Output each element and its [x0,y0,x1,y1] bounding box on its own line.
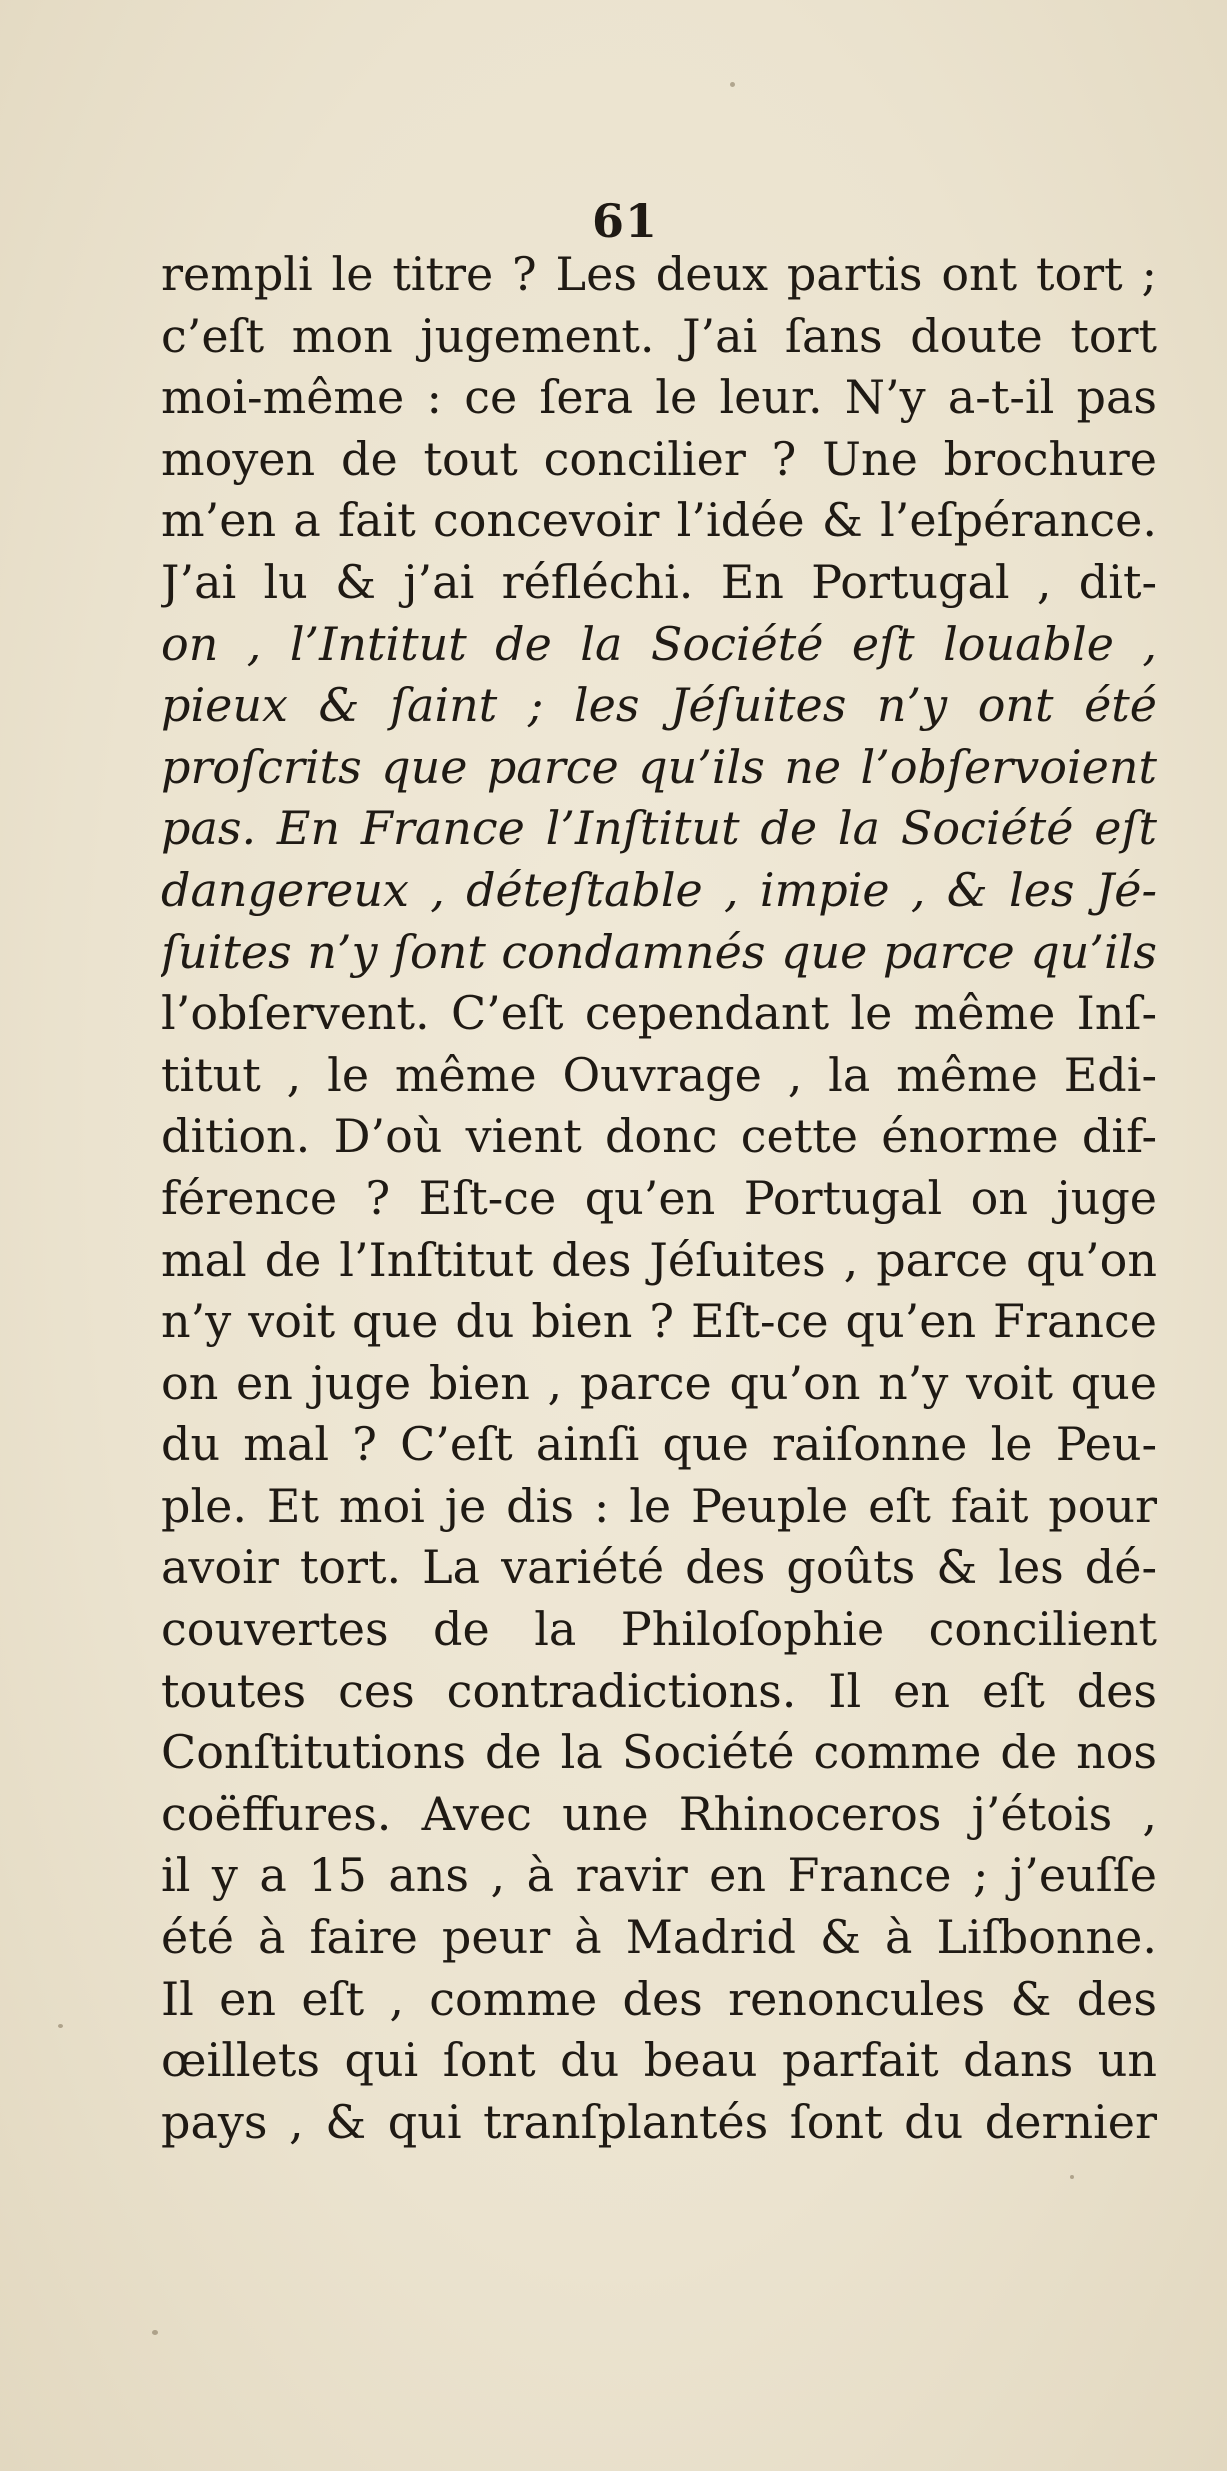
text-line: rempli le titre ? Les deux partis ont tort ; [161,247,1157,301]
ink-speck [152,2330,158,2335]
text-line: mal de l’Inſtitut des Jéſuites , parce qu’on [161,1232,1157,1287]
text-line: on en juge bien , parce qu’on n’y voit que [161,1355,1157,1410]
ink-speck [730,82,735,87]
text-line: férence ? Eſt-ce qu’en Portugal on juge [161,1170,1157,1225]
text-line: dition. D’où vient donc cette énorme dif- [161,1109,1157,1164]
text-line: n’y voit que du bien ? Eſt-ce qu’en France [161,1294,1157,1349]
text-line: c’eſt mon jugement. J’ai ſans doute tort [161,308,1157,363]
text-line: dangereux , déteſtable , impie , & les Jé- [161,862,1157,917]
text-line: l’obſervent. C’eſt cependant le même Inſ- [161,986,1157,1041]
text-line: on , l’Intitut de la Société eſt louable , [161,616,1157,671]
page-number: 61 [591,194,658,248]
text-line: moyen de tout concilier ? Une brochure [161,431,1157,486]
text-line: avoir tort. La variété des goûts & les dé- [161,1540,1157,1595]
text-line: Il en eſt , comme des renoncules & des [161,1971,1157,2026]
text-line: J’ai lu & j’ai réfléchi. En Portugal , dit- [161,554,1157,609]
ink-speck [58,2024,63,2028]
text-line: il y a 15 ans , à ravir en France ; j’euſſe [161,1848,1157,1903]
ink-speck [1070,2175,1074,2179]
text-line: m’en a fait concevoir l’idée & l’eſpérance. [161,493,1157,548]
text-line: œillets qui ſont du beau parfait dans un [161,2033,1157,2088]
text-line: Conſtitutions de la Société comme de nos [161,1725,1157,1780]
text-line: du mal ? C’eſt ainſi que raiſonne le Peu- [161,1417,1157,1472]
text-line: titut , le même Ouvrage , la même Edi- [161,1047,1157,1102]
text-line: pays , & qui tranſplantés ſont du dernier [161,2094,1157,2149]
text-line: coëffures. Avec une Rhinoceros j’étois , [161,1786,1157,1841]
text-line: couvertes de la Philoſophie concilient [161,1602,1157,1657]
text-line: ſuites n’y ſont condamnés que parce qu’ils [161,924,1157,979]
text-line: toutes ces contradictions. Il en eſt des [161,1663,1157,1718]
text-line: pieux & ſaint ; les Jéſuites n’y ont été [161,678,1157,733]
text-line: moi-même : ce ſera le leur. N’y a-t-il pas [161,370,1157,425]
text-line: proſcrits que parce qu’ils ne l’obſervoient [161,739,1157,794]
text-line: pas. En France l’Inſtitut de la Société eſt [161,801,1157,856]
text-line: été à faire peur à Madrid & à Liſbonne. [161,1910,1157,1965]
body-text [161,244,1157,2153]
text-line: ple. Et moi je dis : le Peuple eſt fait pour [161,1478,1157,1533]
